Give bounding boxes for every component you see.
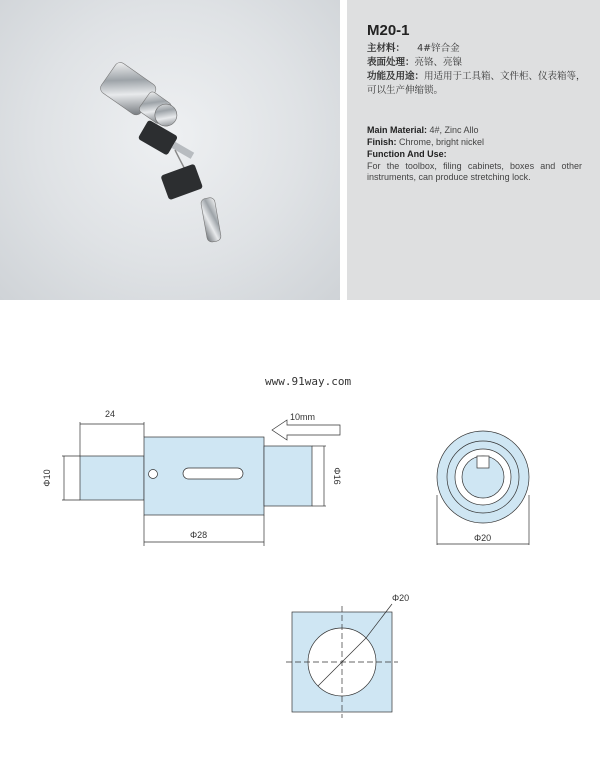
dim-dia-16: Φ16 [332, 467, 342, 485]
en-function-label: Function And Use: [367, 149, 447, 159]
en-finish-value: Chrome, bright nickel [399, 137, 485, 147]
en-material-value: 4#, Zinc Allo [429, 125, 479, 135]
product-photo [0, 0, 340, 300]
technical-drawings [0, 300, 600, 767]
spec-panel [347, 0, 600, 300]
en-function-value: For the toolbox, filing cabinets, boxes and other instruments, can produce stretching lock. [367, 161, 582, 182]
cn-function-value: 用适用于工具箱、文件柜、仪表箱等，可以生产伸缩锁。 [367, 71, 586, 96]
en-finish-label: Finish: [367, 137, 397, 147]
cn-finish-value: 亮铬、亮镍 [414, 57, 463, 68]
dim-dia-20-end: Φ20 [474, 533, 492, 543]
travel-arrow [272, 420, 340, 440]
end-view-key-notch [477, 456, 489, 468]
dim-dia-20-cutout: Φ20 [392, 593, 410, 603]
side-view-left-shaft [80, 456, 144, 500]
watermark-url: www.91way.com [265, 375, 352, 388]
dim-dia-28: Φ28 [190, 530, 208, 540]
model-title: M20-1 [367, 22, 410, 39]
en-material-label: Main Material: [367, 125, 428, 135]
cn-function-label: 功能及用途： [367, 71, 425, 82]
side-view-right-shaft [264, 446, 312, 506]
side-view-slot [183, 468, 243, 479]
cn-material-label: 主材料： [367, 43, 406, 54]
cn-material-value: 4#锌合金 [417, 43, 460, 54]
english-specs [367, 125, 582, 183]
lock-with-keys-image [0, 0, 340, 300]
dim-travel-10mm: 10mm [290, 412, 316, 422]
side-view-pin-hole [149, 470, 158, 479]
dim-length-24: 24 [105, 409, 116, 419]
cn-finish-label: 表面处理： [367, 57, 415, 68]
dim-dia-10: Φ10 [42, 469, 52, 487]
chinese-specs [367, 42, 592, 98]
